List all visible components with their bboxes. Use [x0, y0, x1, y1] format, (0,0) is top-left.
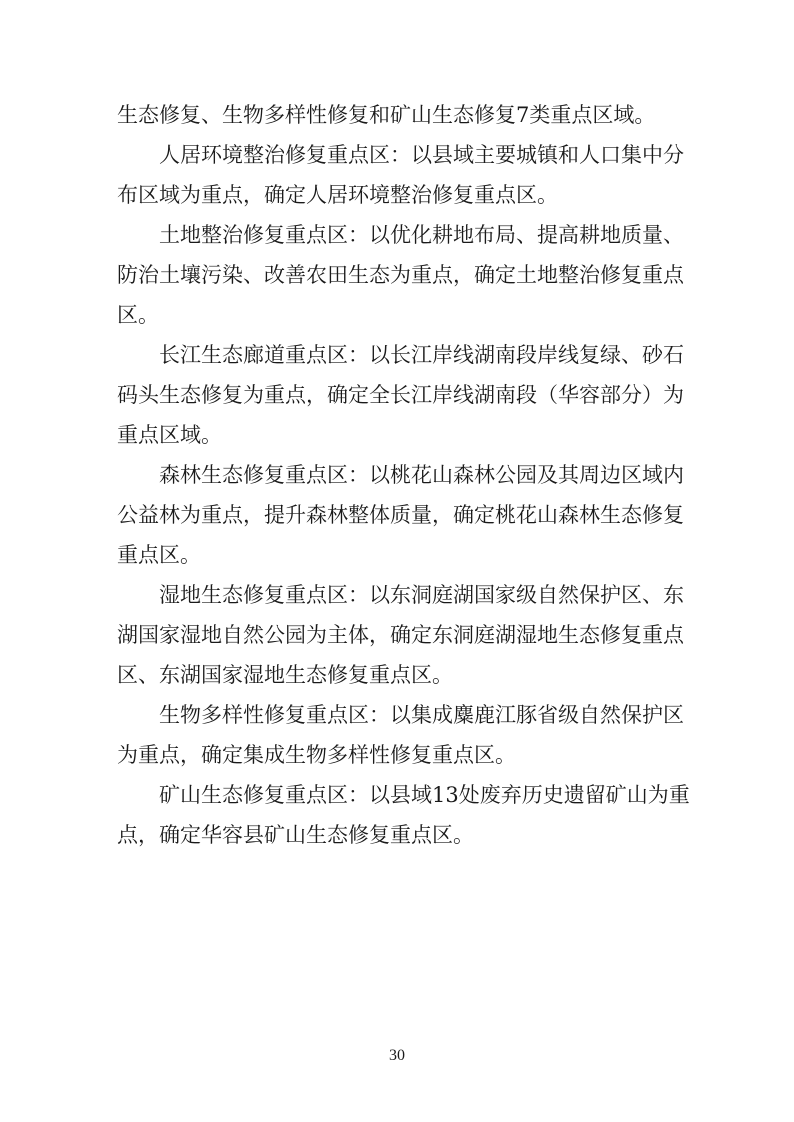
line-03: 布区域为重点，确定人居环境整治修复重点区。: [117, 183, 558, 207]
line-08: 码头生态修复为重点，确定全长江岸线湖南段（华容部分）为: [117, 383, 684, 407]
line-07: 长江生态廊道重点区：以长江岸线湖南段岸线复绿、砂石: [159, 343, 684, 367]
line-15: 区、东湖国家湿地生态修复重点区。: [117, 663, 453, 687]
line-10: 森林生态修复重点区：以桃花山森林公园及其周边区域内: [159, 463, 684, 487]
line-13: 湿地生态修复重点区：以东洞庭湖国家级自然保护区、东: [159, 583, 684, 607]
line-11: 公益林为重点，提升森林整体质量，确定桃花山森林生态修复: [117, 503, 684, 527]
line-16: 生物多样性修复重点区：以集成麋鹿江豚省级自然保护区: [159, 703, 684, 727]
line-14: 湖国家湿地自然公园为主体，确定东洞庭湖湿地生态修复重点: [117, 623, 684, 647]
line-09: 重点区域。: [117, 423, 222, 447]
line-02: 人居环境整治修复重点区：以县域主要城镇和人口集中分: [159, 143, 684, 167]
line-05: 防治土壤污染、改善农田生态为重点，确定土地整治修复重点: [117, 263, 684, 287]
line-17: 为重点，确定集成生物多样性修复重点区。: [117, 743, 516, 767]
page-number: 30: [389, 1047, 405, 1064]
line-12: 重点区。: [117, 543, 201, 567]
line-04: 土地整治修复重点区：以优化耕地布局、提高耕地质量、: [159, 223, 684, 247]
line-18: 矿山生态修复重点区：以县域13处废弃历史遗留矿山为重: [159, 783, 690, 807]
line-06: 区。: [117, 303, 159, 327]
line-19: 点，确定华容县矿山生态修复重点区。: [117, 823, 474, 847]
line-01: 生态修复、生物多样性修复和矿山生态修复7类重点区域。: [117, 103, 656, 127]
